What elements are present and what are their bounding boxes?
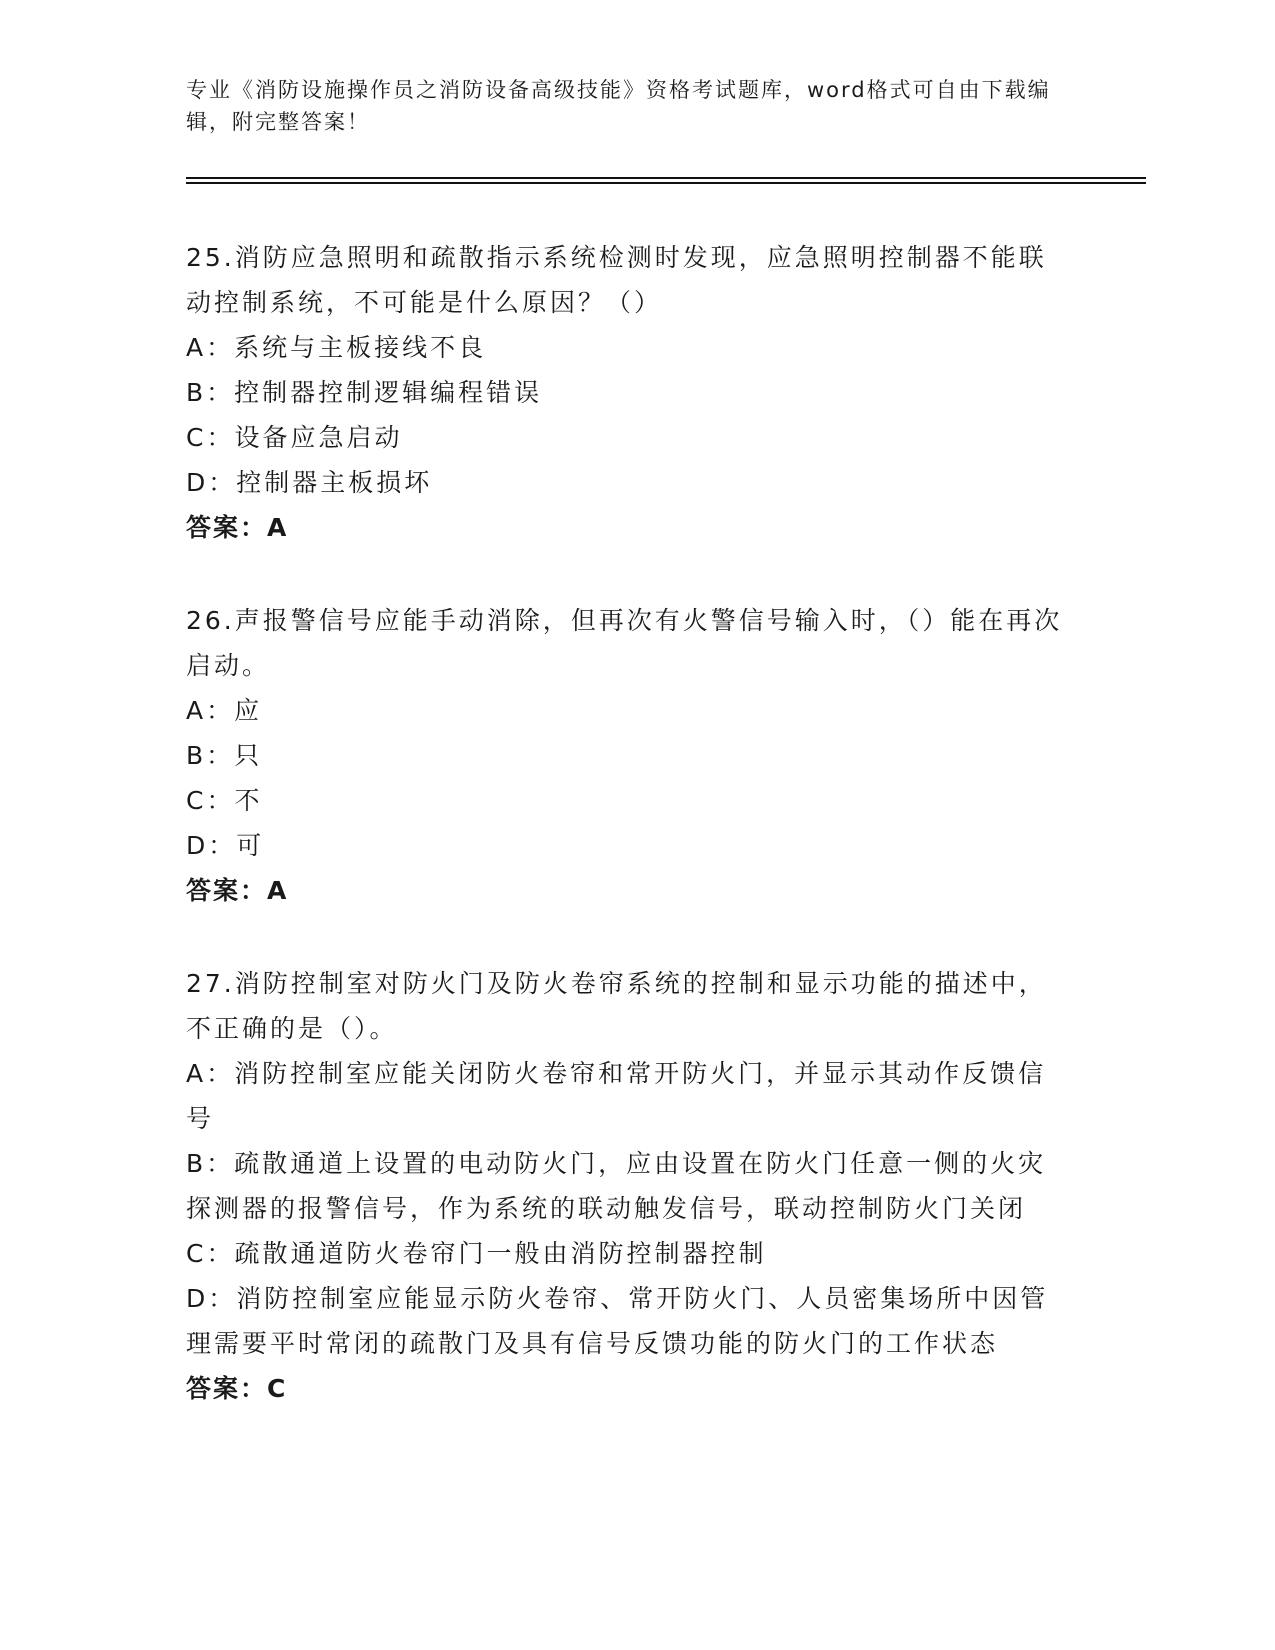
answer: 答案：C	[186, 1374, 288, 1403]
option-c: C：不	[186, 786, 263, 815]
question-26	[186, 598, 1066, 913]
answer: 答案：A	[186, 513, 289, 542]
question-25	[186, 235, 1066, 550]
answer: 答案：A	[186, 876, 289, 905]
header-divider-top	[186, 177, 1146, 179]
option-a: A：消防控制室应能关闭防火卷帘和常开防火门，并显示其动作反馈信号	[186, 1059, 1047, 1133]
option-d: D：可	[186, 831, 265, 860]
question-27	[186, 961, 1066, 1411]
question-text: 27.消防控制室对防火门及防火卷帘系统的控制和显示功能的描述中，不正确的是（）。	[186, 969, 1047, 1043]
option-c: C：疏散通道防火卷帘门一般由消防控制器控制	[186, 1239, 767, 1268]
option-b: B：控制器控制逻辑编程错误	[186, 378, 543, 407]
option-b: B：疏散通道上设置的电动防火门，应由设置在防火门任意一侧的火灾探测器的报警信号，作为系统的联动触发信号，联动控制防火门关闭	[186, 1149, 1047, 1223]
option-d: D：控制器主板损坏	[186, 468, 433, 497]
question-text: 26.声报警信号应能手动消除，但再次有火警信号输入时，（）能在再次启动。	[186, 606, 1063, 680]
header-divider-bottom	[186, 182, 1146, 184]
option-a: A：系统与主板接线不良	[186, 333, 487, 362]
option-b: B：只	[186, 741, 263, 770]
option-d: D：消防控制室应能显示防火卷帘、常开防火门、人员密集场所中因管理需要平时常闭的疏散门及具有信号反馈功能的防火门的工作状态	[186, 1284, 1049, 1358]
question-text: 25.消防应急照明和疏散指示系统检测时发现，应急照明控制器不能联动控制系统，不可能是什么原因？（）	[186, 243, 1047, 317]
document-header: 专业《消防设施操作员之消防设备高级技能》资格考试题库，word格式可自由下载编辑，附完整答案！	[186, 78, 1051, 134]
option-a: A：应	[186, 696, 263, 725]
option-c: C：设备应急启动	[186, 423, 403, 452]
